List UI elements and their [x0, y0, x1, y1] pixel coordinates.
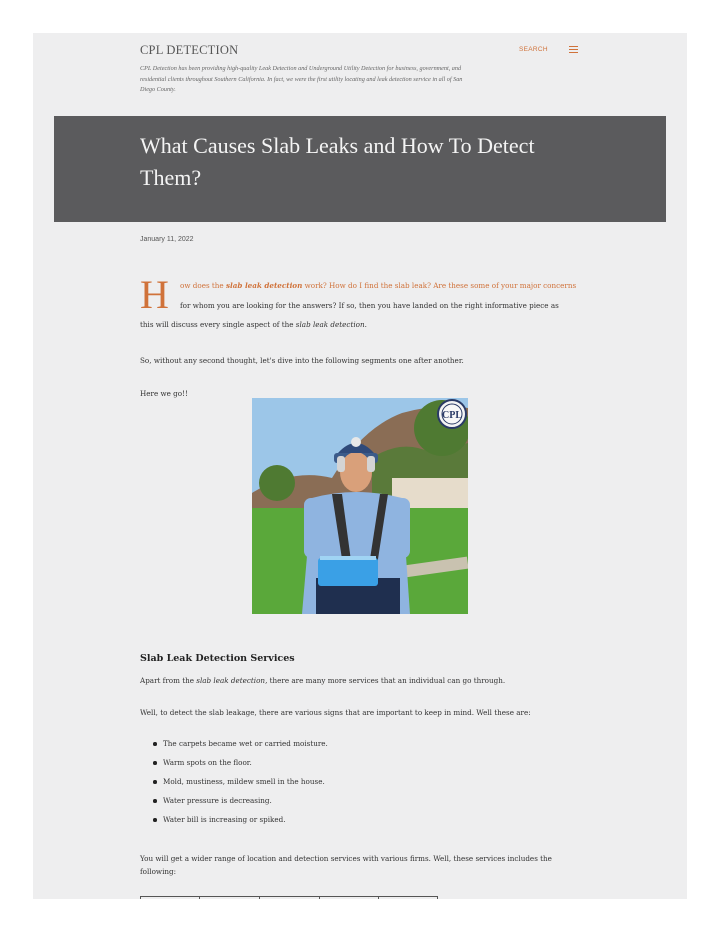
paragraph-here-we-go: Here we go!!: [140, 389, 188, 398]
post-title-banner: [54, 116, 666, 222]
signs-list: [140, 738, 328, 833]
services-table: [140, 896, 438, 899]
paragraph-dive-in: So, without any second thought, let's dive into the following segments one after another.: [140, 356, 464, 365]
post-date[interactable]: January 11, 2022: [140, 236, 194, 243]
list-item: Water bill is increasing or spiked.: [140, 814, 328, 833]
list-item: Warm spots on the floor.: [140, 757, 328, 776]
site-title[interactable]: CPL DETECTION: [140, 43, 239, 57]
site-header: [140, 43, 580, 96]
section-heading: Slab Leak Detection Services: [140, 653, 295, 664]
list-item: Mold, mustiness, mildew smell in the house.: [140, 776, 328, 795]
page-container: [33, 33, 687, 899]
drop-cap: H: [140, 272, 169, 317]
intro-line-1: ow does the slab leak detection work? How do I find the slab leak? Are these some of your major concerns: [180, 281, 577, 290]
search-button[interactable]: SEARCH: [519, 46, 548, 53]
technician-photo: [252, 398, 468, 614]
hamburger-menu-icon[interactable]: [569, 46, 578, 53]
intro-line-3: this will discuss every single aspect of the slab leak detection.: [140, 320, 367, 329]
slab-leak-link[interactable]: slab leak detection: [225, 281, 303, 290]
site-description: CPL Detection has been providing high-quality Leak Detection and Underground Utility Detection for business, government, and residential clients throughout Southern California. In fact, we were the first utility locating and leak detection service in all of San Diego County.: [140, 65, 463, 93]
list-item: Water pressure is decreasing.: [140, 795, 328, 814]
paragraph-signs-intro: Well, to detect the slab leakage, there are various signs that are important to keep in mind. Well these are:: [140, 708, 531, 717]
cpl-logo: CPL: [442, 410, 462, 421]
intro-line-2: for whom you are looking for the answers? If so, then you have landed on the right informative piece as: [180, 301, 559, 310]
paragraph-wider-range: You will get a wider range of location and detection services with various firms. Well, these services includes the following:: [140, 854, 552, 876]
post-title: What Causes Slab Leaks and How To Detect Them?: [140, 133, 535, 190]
paragraph-services: Apart from the slab leak detection, there are many more services that an individual can go through.: [140, 676, 506, 685]
list-item: The carpets became wet or carried moisture.: [140, 738, 328, 757]
